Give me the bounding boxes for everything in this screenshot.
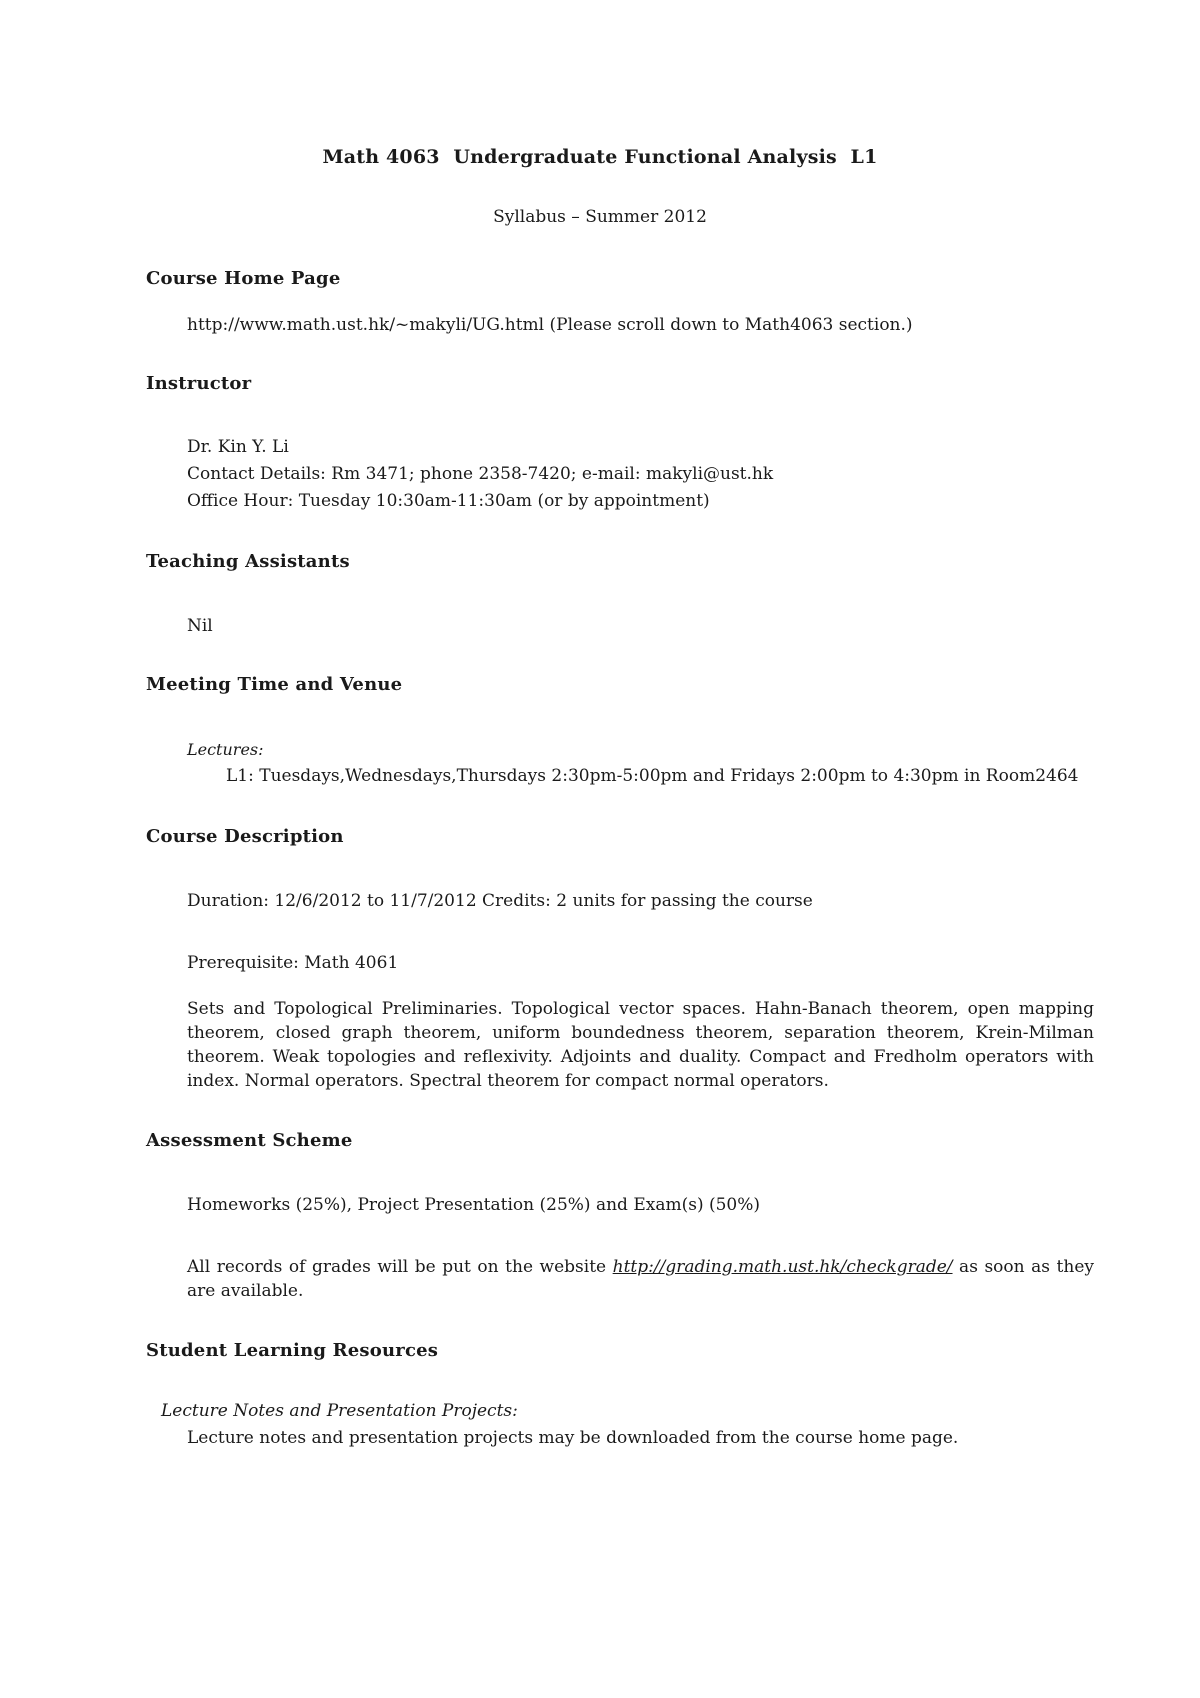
instructor-contact: Contact Details: Rm 3471; phone 2358-7420; e-mail: makyli@ust.hk xyxy=(187,464,774,484)
grades-notice-text-after: as soon as they are available. xyxy=(187,1257,1094,1301)
heading-instructor: Instructor xyxy=(146,373,252,394)
heading-assessment-scheme: Assessment Scheme xyxy=(146,1130,353,1151)
document-title: Math 4063 Undergraduate Functional Analysis L1 xyxy=(322,146,878,168)
instructor-name: Dr. Kin Y. Li xyxy=(187,437,289,457)
document-subtitle: Syllabus – Summer 2012 xyxy=(493,207,707,227)
course-description-text: Sets and Topological Preliminaries. Topological vector spaces. Hahn-Banach theorem, open mapping theorem, closed graph theorem, uniform boundedness theorem, separation theorem, Krein-Milman theorem. Weak topologies and reflexivity. Adjoints and duality. Compact and Fredholm operators with index. Normal operators. Spectral theorem for compact normal operators. xyxy=(187,999,1094,1091)
lecture-notes-text: Lecture notes and presentation projects may be downloaded from the course home page. xyxy=(187,1428,959,1448)
lectures-label: Lectures: xyxy=(187,740,264,759)
heading-course-home-page: Course Home Page xyxy=(146,268,341,289)
heading-teaching-assistants: Teaching Assistants xyxy=(146,551,350,572)
assessment-weights: Homeworks (25%), Project Presentation (25%) and Exam(s) (50%) xyxy=(187,1195,761,1215)
grades-notice-text-before: All records of grades will be put on the website xyxy=(187,1257,613,1277)
teaching-assistants-value: Nil xyxy=(187,616,213,636)
lecture-notes-subheading: Lecture Notes and Presentation Projects: xyxy=(161,1401,518,1421)
instructor-office-hour: Office Hour: Tuesday 10:30am-11:30am (or by appointment) xyxy=(187,491,710,511)
heading-meeting-time-venue: Meeting Time and Venue xyxy=(146,674,403,695)
course-prerequisite: Prerequisite: Math 4061 xyxy=(187,953,399,973)
checkgrade-link[interactable]: http://grading.math.ust.hk/checkgrade/ xyxy=(612,1257,953,1277)
course-home-page-url[interactable]: http://www.math.ust.hk/~makyli/UG.html (Please scroll down to Math4063 section.) xyxy=(187,315,913,335)
heading-student-learning-resources: Student Learning Resources xyxy=(146,1340,439,1361)
lecture-schedule-l1: L1: Tuesdays,Wednesdays,Thursdays 2:30pm-5:00pm and Fridays 2:00pm to 4:30pm in Room2464 xyxy=(226,766,1079,786)
course-duration-credits: Duration: 12/6/2012 to 11/7/2012 Credits: 2 units for passing the course xyxy=(187,891,813,911)
heading-course-description: Course Description xyxy=(146,826,344,847)
grades-notice xyxy=(187,1255,1094,1303)
